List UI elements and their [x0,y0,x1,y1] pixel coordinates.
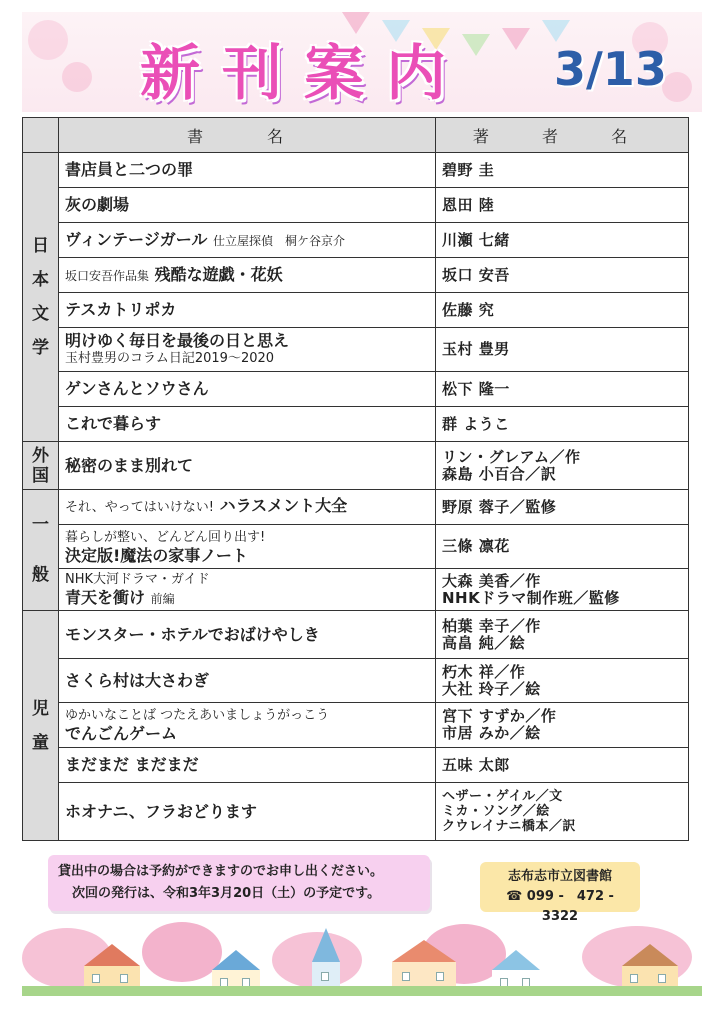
book-title-cell [59,223,436,258]
category-children [23,611,59,841]
book-translator: 森島 小百合／訳 [442,464,557,483]
library-info [480,862,640,924]
book-title: 青天を衝け [65,588,146,607]
cherry-tree-decoration [142,922,222,982]
blossom-decoration [28,20,68,60]
book-title-cell [59,569,436,611]
book-translator: クウレイナニ橋本／訳 [442,819,576,834]
book-illustrator: ミカ・ソング／絵 [442,804,550,819]
book-title: ゲンさんとソウさん [59,372,436,407]
bunting-flag [502,28,530,50]
book-author: 坂口 安吾 [436,258,689,293]
book-author: 碧野 圭 [436,153,689,188]
category-label: 児童 [32,698,49,753]
table-row [23,293,689,328]
table-row [23,328,689,372]
page-title: 新刊案内 [140,39,468,109]
book-author: 松下 隆一 [436,372,689,407]
town-illustration [22,918,702,996]
table-row [23,188,689,223]
book-title-note: 前編 [150,592,175,606]
reservation-notice [48,855,430,911]
book-author: 川瀬 七緒 [436,223,689,258]
category-label: 外国 [32,445,49,486]
book-title-note: 仕立屋探偵 桐ケ谷京介 [212,233,345,248]
book-author-cell [436,611,689,659]
book-title-prefix: 暮らしが整い、どんどん回り出す! [65,529,266,545]
book-title-prefix: 坂口安吾作品集 [65,268,150,283]
table-row [23,525,689,569]
category-foreign [23,442,59,490]
book-author-cell [436,569,689,611]
blossom-decoration [62,62,92,92]
table-row [23,569,689,611]
book-title: 決定版!魔法の家事ノート [65,545,248,565]
book-author: 三條 凛花 [436,525,689,569]
table-row [23,223,689,258]
book-title-prefix: それ、やってはいけない! [65,500,214,515]
book-author: 柏葉 幸子／作 [442,616,541,635]
book-title-cell [59,490,436,525]
book-author: 野原 蓉子／監修 [436,490,689,525]
grass-strip [22,986,702,996]
table-row [23,258,689,293]
header-cat-cell [23,118,59,153]
column-header-title: 書 名 [59,118,436,153]
book-author-cell [436,442,689,490]
table-row [23,748,689,783]
book-author: 朽木 祥／作 [442,662,526,681]
table-row [23,611,689,659]
book-author: 五味 太郎 [436,748,689,783]
book-author: 大森 美香／作 [442,571,541,590]
book-title-sub: 玉村豊男のコラム日記2019～2020 [65,350,275,366]
table-row [23,659,689,703]
category-label: 日本文学 [32,236,49,358]
book-title: ハラスメント大全 [219,496,348,515]
library-name: 志布志市立図書館 [507,869,612,884]
issue-date: 3/13 [554,42,667,96]
book-illustrator: 大社 玲子／絵 [442,679,541,698]
book-illustrator: 高畠 純／絵 [442,633,526,652]
table-row [23,783,689,841]
book-title-prefix: ゆかいなことば つたえあいましょうがっこう [65,708,330,723]
book-title: ホオナニ、フラおどります [59,783,436,841]
book-title: これで暮らす [59,407,436,442]
book-title: ヴィンテージガール [65,229,208,249]
library-phone: ☎ 099 - 472 - 3322 [506,889,614,924]
book-title: モンスター・ホテルでおばけやしき [59,611,436,659]
book-title: でんごんゲーム [65,724,178,743]
book-author: 恩田 陸 [436,188,689,223]
book-title: 書店員と二つの罪 [59,153,436,188]
new-books-table [22,117,689,841]
table-row [23,490,689,525]
book-author: 群 ようこ [436,407,689,442]
book-author-cell [436,659,689,703]
book-author: 宮下 すずか／作 [442,707,557,725]
column-header-author: 著 者 名 [436,118,689,153]
book-title-cell [59,328,436,372]
book-title-cell [59,525,436,569]
bunting-flag [542,20,570,42]
book-author: 玉村 豊男 [436,328,689,372]
category-japanese-literature [23,153,59,442]
book-title: まだまだ まだまだ [59,748,436,783]
book-title-prefix: NHK大河ドラマ・ガイド [65,572,210,587]
book-title-cell [59,703,436,748]
book-title: 灰の劇場 [59,188,436,223]
book-title: 残酷な遊戯・花妖 [154,264,283,284]
notice-line: 貸出中の場合は予約ができますのでお申し出ください。 [58,864,384,879]
book-supervisor: NHKドラマ制作班／監修 [442,588,620,607]
book-author: リン・グレアム／作 [442,447,581,466]
book-illustrator: 市居 みか／絵 [442,724,541,742]
book-author-cell [436,783,689,841]
book-title: テスカトリポカ [59,293,436,328]
notice-line: 次回の発行は、令和3年3月20日（土）の予定です。 [72,886,381,901]
category-label: 一般 [32,515,49,585]
book-title: 秘密のまま別れて [59,442,436,490]
book-author: ヘザー・ゲイル／文 [442,789,563,804]
book-title: さくら村は大さわぎ [59,659,436,703]
book-author: 佐藤 究 [436,293,689,328]
table-row [23,407,689,442]
table-row [23,442,689,490]
header-banner [22,12,702,112]
book-title-cell [59,258,436,293]
category-general [23,490,59,611]
book-author-cell [436,703,689,748]
table-row [23,372,689,407]
table-row [23,703,689,748]
book-title: 明けゆく毎日を最後の日と思え [65,330,290,350]
table-row [23,153,689,188]
table-header-row [23,118,689,153]
